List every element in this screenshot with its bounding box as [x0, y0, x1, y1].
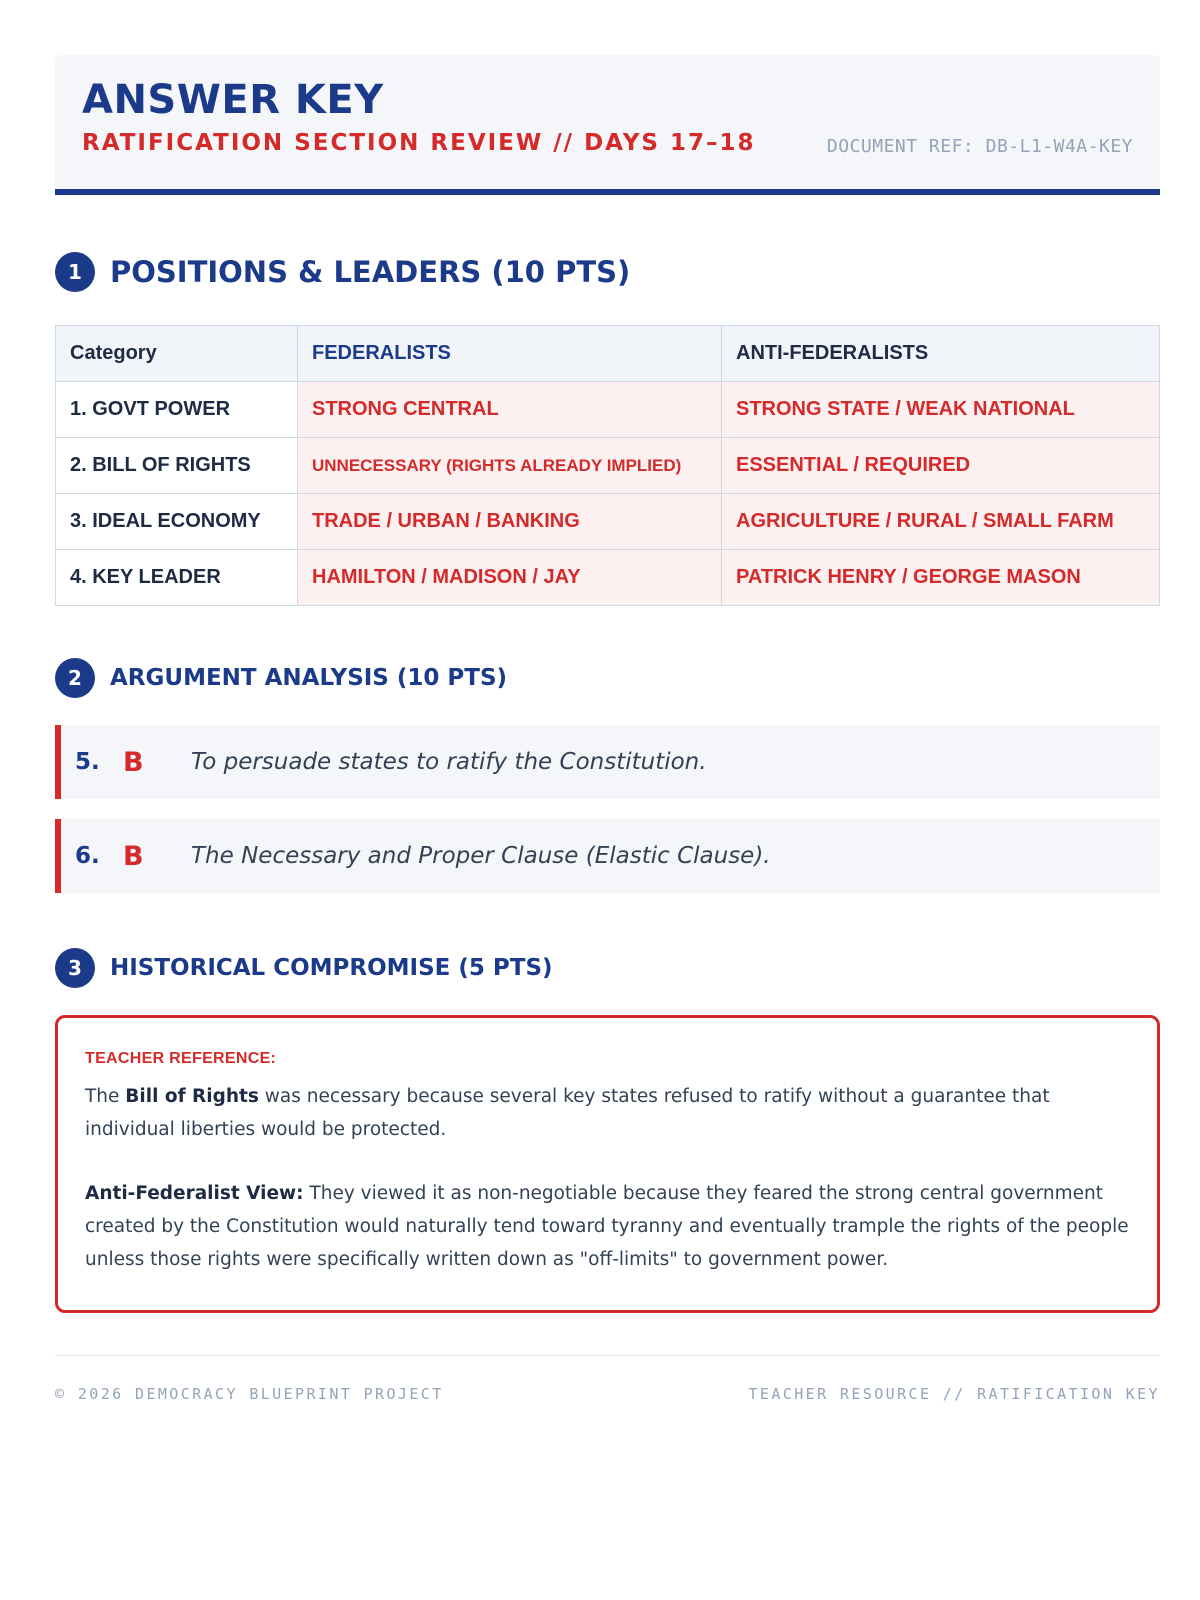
row-category: 4. KEY LEADER: [56, 550, 298, 606]
row-category: 2. BILL OF RIGHTS: [56, 438, 298, 494]
anti-federalist-view-label: Anti-Federalist View:: [85, 1183, 304, 1204]
paragraph-text: The: [85, 1086, 126, 1107]
section-3-heading: [55, 948, 553, 988]
header-category: Category: [56, 326, 298, 382]
row-category: 1. GOVT POWER: [56, 382, 298, 438]
answer-letter: B: [123, 840, 144, 872]
section-2-heading: [55, 658, 507, 698]
header-divider: [55, 189, 1160, 195]
table-row: [56, 382, 1160, 438]
section-2-number-badge: 2: [55, 658, 95, 698]
bill-of-rights-paragraph: [85, 1080, 1130, 1146]
page-subtitle: RATIFICATION SECTION REVIEW // DAYS 17–18: [82, 130, 756, 156]
footer-divider: [55, 1355, 1160, 1356]
anti-federalist-view-paragraph: [85, 1177, 1130, 1276]
answer-text: The Necessary and Proper Clause (Elastic Clause).: [191, 843, 771, 869]
teacher-reference-box: [55, 1015, 1160, 1313]
section-1-number-badge: 1: [55, 252, 95, 292]
question-number: 5.: [75, 749, 100, 775]
document-reference: DOCUMENT REF: DB-L1-W4A-KEY: [826, 136, 1133, 157]
federalist-answer: HAMILTON / MADISON / JAY: [298, 550, 722, 606]
answer-row-5: [55, 725, 1160, 799]
footer-resource-label: TEACHER RESOURCE // RATIFICATION KEY: [748, 1385, 1160, 1403]
header-anti-federalists: ANTI-FEDERALISTS: [722, 326, 1160, 382]
table-row: [56, 494, 1160, 550]
federalist-answer: STRONG CENTRAL: [298, 382, 722, 438]
header-federalists: FEDERALISTS: [298, 326, 722, 382]
question-number: 6.: [75, 843, 100, 869]
answer-key-page: [55, 55, 1160, 1403]
paragraph-text: was necessary because several key states refused to ratify without a guarantee that individual liberties would be protected.: [85, 1086, 1050, 1140]
footer-copyright: © 2026 DEMOCRACY BLUEPRINT PROJECT: [55, 1385, 444, 1403]
bill-of-rights-term: Bill of Rights: [125, 1086, 259, 1107]
answer-text: To persuade states to ratify the Constitution.: [191, 749, 707, 775]
answer-letter: B: [123, 746, 144, 778]
table-row: [56, 438, 1160, 494]
teacher-reference-label: TEACHER REFERENCE:: [85, 1050, 277, 1067]
anti-federalist-answer: PATRICK HENRY / GEORGE MASON: [722, 550, 1160, 606]
section-3-number-badge: 3: [55, 948, 95, 988]
answer-row-6: [55, 819, 1160, 893]
row-category: 3. IDEAL ECONOMY: [56, 494, 298, 550]
table-row: [56, 550, 1160, 606]
table-header-row: [56, 326, 1160, 382]
federalist-answer: TRADE / URBAN / BANKING: [298, 494, 722, 550]
section-3-title: HISTORICAL COMPROMISE (5 PTS): [110, 955, 553, 981]
paragraph-text: They viewed it as non-negotiable because they feared the strong central government created by the Constitution would naturally tend toward tyranny and eventually trample the rights of the people unless those rights were specifically written down as "off-limits" to government power.: [85, 1183, 1129, 1270]
anti-federalist-answer: STRONG STATE / WEAK NATIONAL: [722, 382, 1160, 438]
section-2-title: ARGUMENT ANALYSIS (10 PTS): [110, 665, 508, 691]
section-1-title: POSITIONS & LEADERS (10 PTS): [110, 255, 631, 289]
anti-federalist-answer: ESSENTIAL / REQUIRED: [722, 438, 1160, 494]
federalist-answer: UNNECESSARY (RIGHTS ALREADY IMPLIED): [298, 438, 722, 494]
positions-table: [55, 325, 1160, 606]
document-header: [55, 55, 1160, 189]
anti-federalist-answer: AGRICULTURE / RURAL / SMALL FARM: [722, 494, 1160, 550]
page-title: ANSWER KEY: [82, 77, 384, 123]
section-1-heading: [55, 252, 630, 292]
